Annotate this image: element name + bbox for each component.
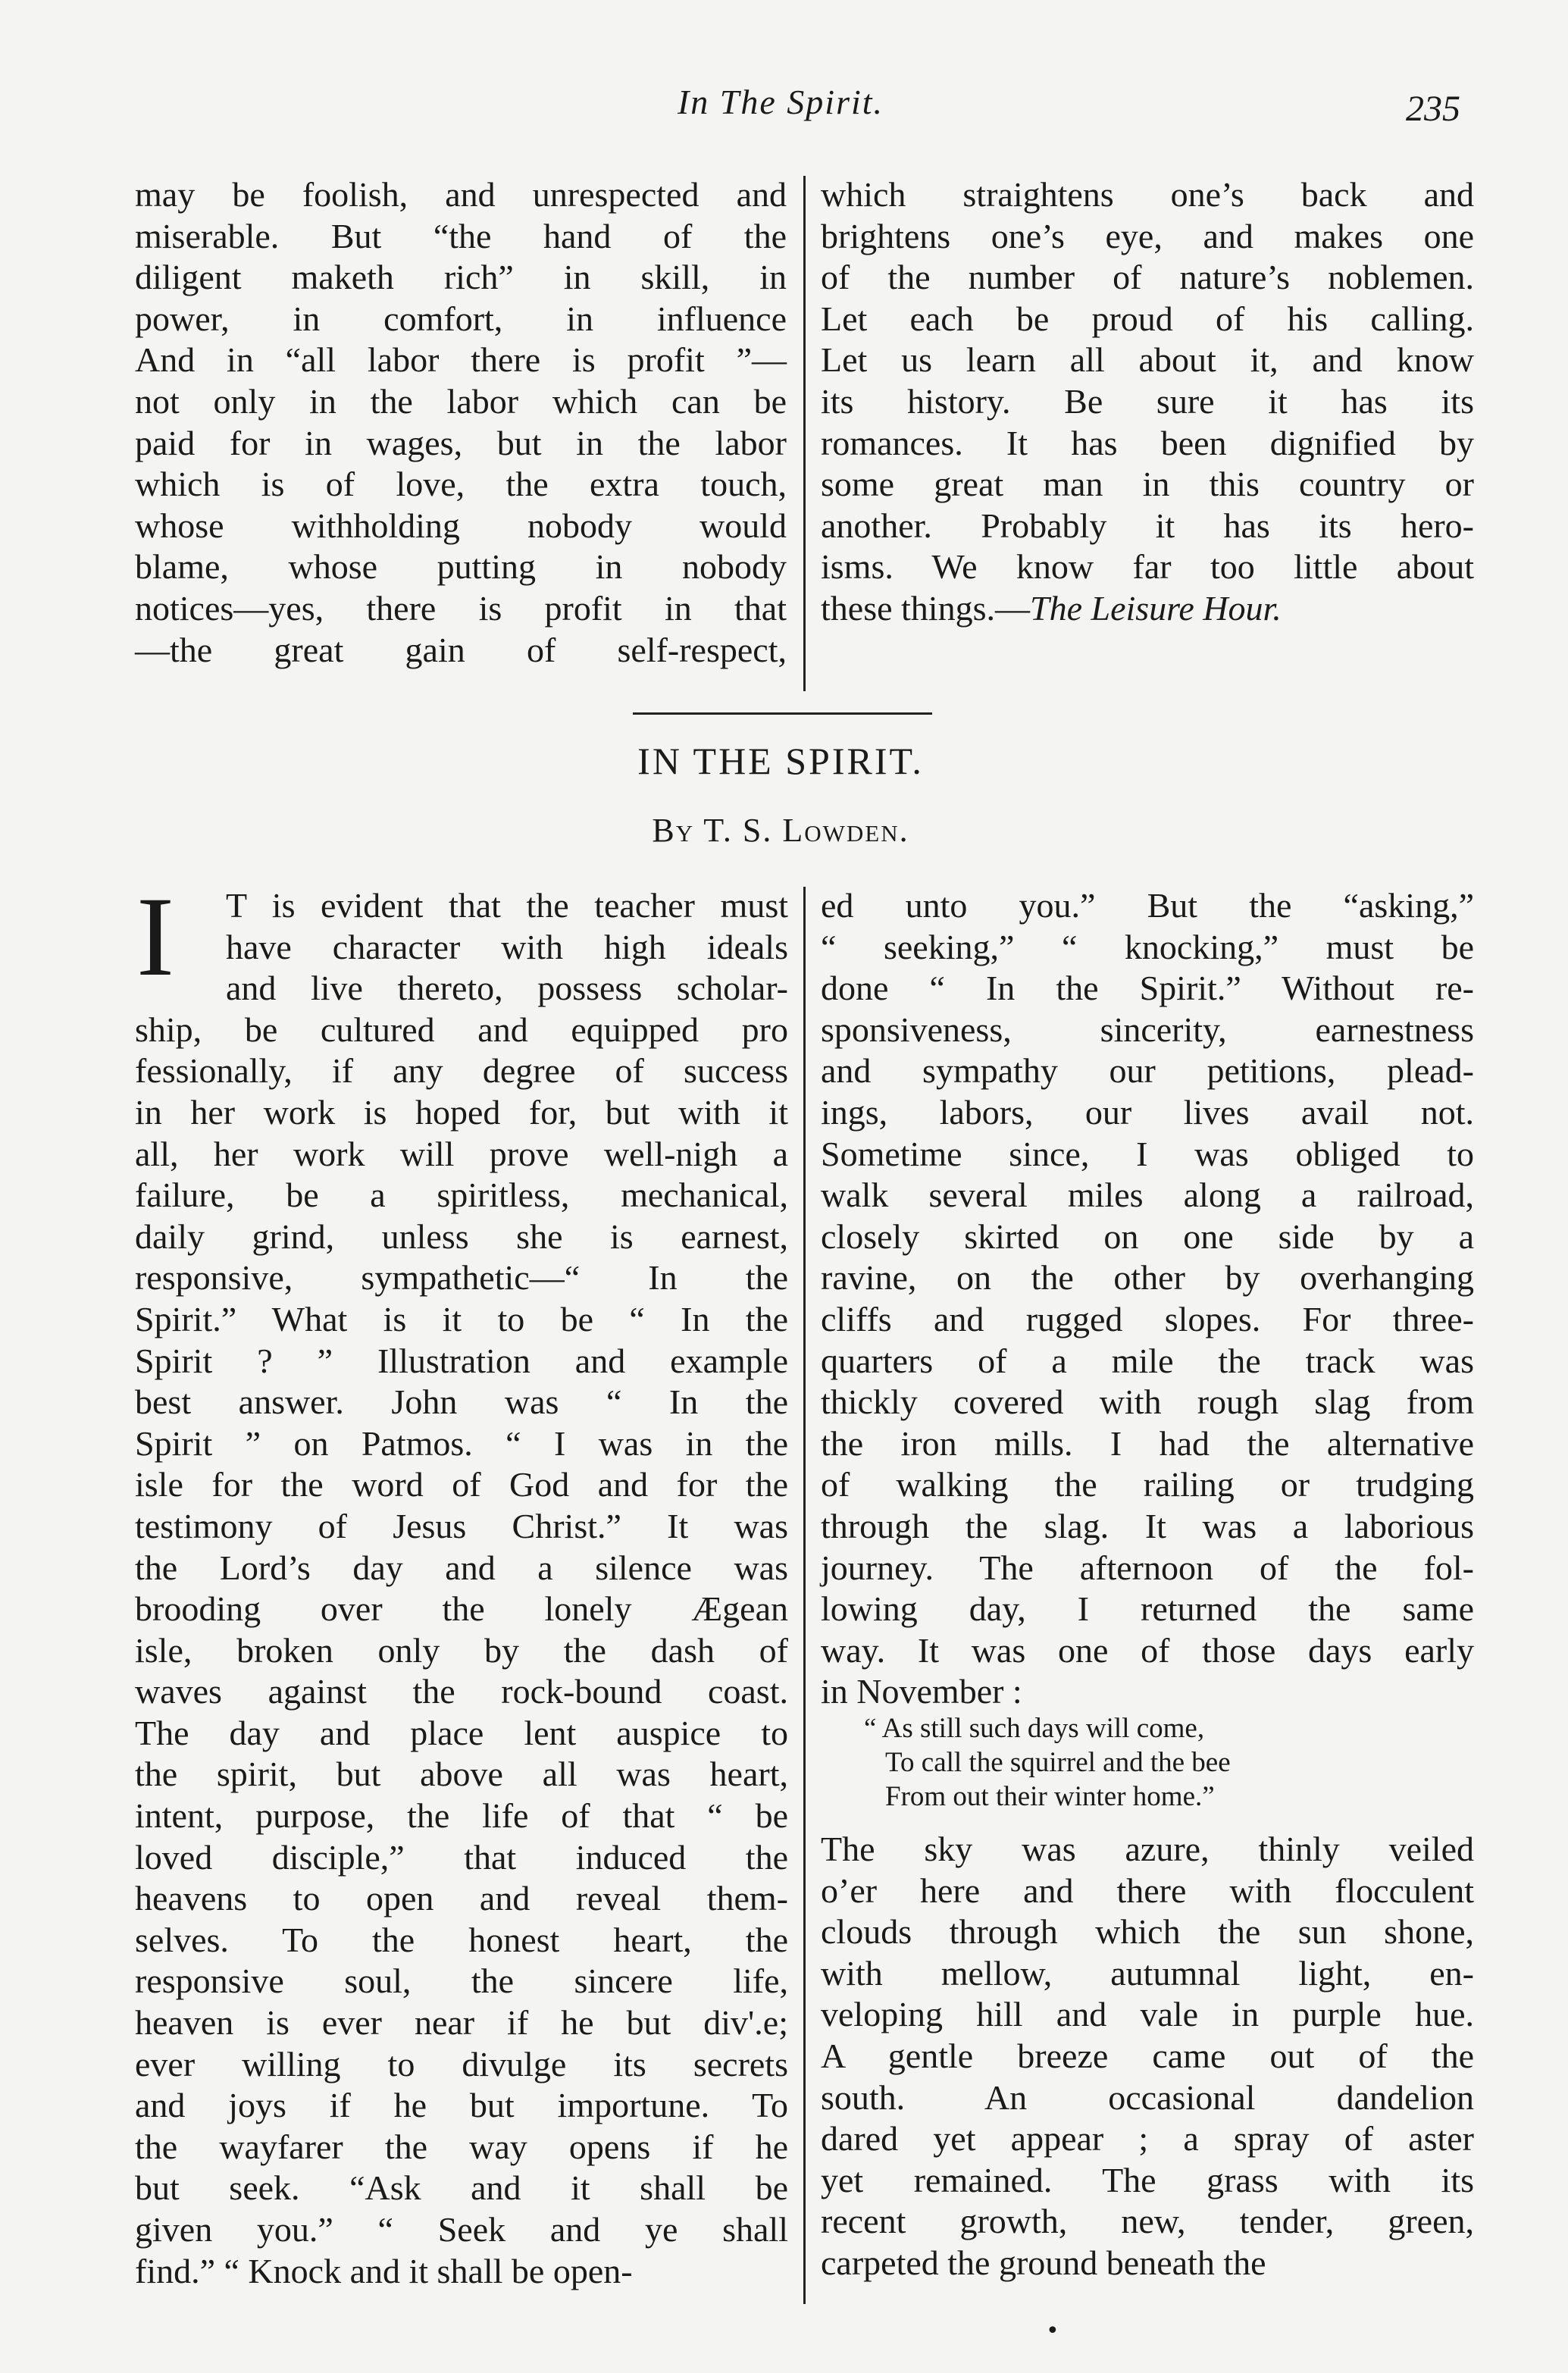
text-line: isle for the word of God and for the xyxy=(135,1465,788,1504)
text-line: Spirit ” on Patmos. “ I was in the xyxy=(135,1423,788,1463)
source-publication: The Leisure Hour. xyxy=(1029,588,1282,628)
text-line: The sky was azure, thinly veiled xyxy=(821,1830,1474,1868)
text-line: daily grind, unless she is earnest, xyxy=(135,1216,788,1256)
text-line: have character with high ideals xyxy=(226,927,788,966)
text-line: done “ In the Spirit.” Without re- xyxy=(821,969,1474,1008)
article-title: IN THE SPIRIT. xyxy=(637,740,924,782)
text-line: failure, be a spiritless, mechanical, xyxy=(135,1176,788,1215)
article-right-column-lower xyxy=(821,1829,1474,2284)
text-line: best answer. John was “ In the xyxy=(135,1382,788,1422)
text-line: responsive soul, the sincere life, xyxy=(135,1961,788,2001)
text-line: way. It was one of those days early xyxy=(821,1630,1474,1670)
text-line: o’er here and there with flocculent xyxy=(821,1871,1474,1910)
text-line: responsive, sympathetic—“ In the xyxy=(135,1258,788,1298)
text-line: Sometime since, I was obliged to xyxy=(821,1134,1474,1173)
text-line: its history. Be sure it has its xyxy=(821,381,1474,421)
poem-line: From out their winter home.” xyxy=(885,1781,1215,1812)
text-line: carpeted the ground beneath the xyxy=(821,2243,1266,2282)
text-line: romances. It has been dignified by xyxy=(821,423,1474,462)
text-line: not only in the labor which can be xyxy=(135,381,787,421)
text-line: Spirit ? ” Illustration and example xyxy=(135,1341,788,1380)
text-line: —the great gain of self-respect, xyxy=(135,630,787,669)
article-byline: By T. S. Lowden. xyxy=(652,812,909,849)
text-line: and joys if he but importune. To xyxy=(135,2086,788,2125)
text-line: all, her work will prove well-nigh a xyxy=(135,1134,788,1173)
text-line: “ seeking,” “ knocking,” must be xyxy=(821,927,1474,966)
text-line: south. An occasional dandelion xyxy=(821,2077,1474,2117)
text-line: thickly covered with rough slag from xyxy=(821,1382,1474,1422)
text-line: Spirit.” What is it to be “ In the xyxy=(135,1299,788,1338)
source-credit-line xyxy=(821,588,1474,630)
text-line: And in “all labor there is profit ”— xyxy=(135,340,787,380)
credit-lead-text: these things.— xyxy=(821,588,1030,628)
poem-line: To call the squirrel and the bee xyxy=(885,1747,1231,1778)
text-line: isms. We know far too little about xyxy=(821,547,1474,587)
text-line: heaven is ever near if he but div'.e; xyxy=(135,2003,788,2043)
text-line: and live thereto, possess scholar- xyxy=(226,969,788,1008)
text-line: given you.” “ Seek and ye shall xyxy=(135,2210,788,2249)
text-line: cliffs and rugged slopes. For three- xyxy=(821,1299,1474,1338)
poem-quotation xyxy=(864,1711,1231,1814)
text-line: loved disciple,” that induced the xyxy=(135,1837,788,1877)
text-line: The day and place lent auspice to xyxy=(135,1713,788,1752)
text-line: heavens to open and reveal them- xyxy=(135,1879,788,1918)
text-line: isle, broken only by the dash of xyxy=(135,1630,788,1670)
header-title: In The Spirit. xyxy=(677,83,884,121)
text-line: ever willing to divulge its secrets xyxy=(135,2044,788,2083)
text-line: the wayfarer the way opens if he xyxy=(135,2127,788,2166)
text-line: lowing day, I returned the same xyxy=(821,1589,1474,1629)
text-line: selves. To the honest heart, the xyxy=(135,1920,788,1959)
top-left-column xyxy=(135,174,787,671)
article-left-column xyxy=(135,874,788,2292)
text-line: blame, whose putting in nobody xyxy=(135,547,787,587)
text-line: A gentle breeze came out of the xyxy=(821,2036,1474,2075)
text-line: of the number of nature’s noblemen. xyxy=(821,258,1474,297)
text-line: clouds through which the sun shone, xyxy=(821,1912,1474,1952)
text-line: another. Probably it has its hero- xyxy=(821,506,1474,545)
text-line: miserable. But “the hand of the xyxy=(135,216,787,255)
text-line: brightens one’s eye, and makes one xyxy=(821,216,1474,255)
text-line: power, in comfort, in influence xyxy=(135,299,787,338)
text-line: ravine, on the other by overhanging xyxy=(821,1258,1474,1298)
poem-line: “ As still such days will come, xyxy=(864,1713,1205,1744)
top-right-column xyxy=(821,174,1474,630)
article-right-column-upper xyxy=(821,885,1474,1713)
text-line: ings, labors, our lives avail not. xyxy=(821,1092,1474,1132)
text-line: some great man in this country or xyxy=(821,465,1474,504)
page-number: 235 xyxy=(1406,89,1460,129)
text-line: which is of love, the extra touch, xyxy=(135,465,787,504)
text-line: yet remained. The grass with its xyxy=(821,2160,1474,2199)
text-line: the Lord’s day and a silence was xyxy=(135,1548,788,1587)
text-line: dared yet appear ; a spray of aster xyxy=(821,2119,1474,2159)
text-line: ed unto you.” But the “asking,” xyxy=(821,886,1474,925)
printer-mark: • xyxy=(1046,2318,1059,2344)
text-line: Let us learn all about it, and know xyxy=(821,340,1474,380)
text-line: quarters of a mile the track was xyxy=(821,1341,1474,1380)
text-line: in her work is hoped for, but with it xyxy=(135,1092,788,1132)
text-line: the iron mills. I had the alternative xyxy=(821,1423,1474,1463)
column-rule-article xyxy=(803,887,806,2304)
text-line: with mellow, autumnal light, en- xyxy=(821,1953,1474,1993)
text-line: but seek. “Ask and it shall be xyxy=(135,2168,788,2208)
text-line: sponsiveness, sincerity, earnestness xyxy=(821,1010,1474,1049)
text-line: journey. The afternoon of the fol- xyxy=(821,1548,1474,1587)
text-line: through the slag. It was a laborious xyxy=(821,1506,1474,1545)
text-line: ship, be cultured and equipped pro xyxy=(135,1010,788,1049)
drop-cap: I xyxy=(136,874,174,1000)
text-line: veloping hill and vale in purple hue. xyxy=(821,1995,1474,2034)
text-line: paid for in wages, but in the labor xyxy=(135,423,787,462)
text-line: and sympathy our petitions, plead- xyxy=(821,1051,1474,1091)
text-line: recent growth, new, tender, green, xyxy=(821,2202,1474,2241)
text-line: the spirit, but above all was heart, xyxy=(135,1755,788,1794)
text-line: whose withholding nobody would xyxy=(135,506,787,545)
text-line: closely skirted on one side by a xyxy=(821,1216,1474,1256)
text-line: waves against the rock-bound coast. xyxy=(135,1672,788,1711)
text-line: which straightens one’s back and xyxy=(821,175,1474,214)
text-line: brooding over the lonely Ægean xyxy=(135,1589,788,1629)
text-line: intent, purpose, the life of that “ be xyxy=(135,1796,788,1836)
text-line: of walking the railing or trudging xyxy=(821,1465,1474,1504)
text-line: find.” “ Knock and it shall be open- xyxy=(135,2251,633,2290)
text-line: Let each be proud of his calling. xyxy=(821,299,1474,338)
text-line: diligent maketh rich” in skill, in xyxy=(135,258,787,297)
section-separator xyxy=(633,712,932,715)
text-line: notices—yes, there is profit in that xyxy=(135,588,787,628)
text-line: T is evident that the teacher must xyxy=(226,886,788,925)
text-line: may be foolish, and unrespected and xyxy=(135,175,787,214)
text-line: in November : xyxy=(821,1672,1022,1711)
column-rule-top xyxy=(803,176,806,691)
text-line: walk several miles along a railroad, xyxy=(821,1176,1474,1215)
text-line: testimony of Jesus Christ.” It was xyxy=(135,1506,788,1545)
text-line: fessionally, if any degree of success xyxy=(135,1051,788,1091)
